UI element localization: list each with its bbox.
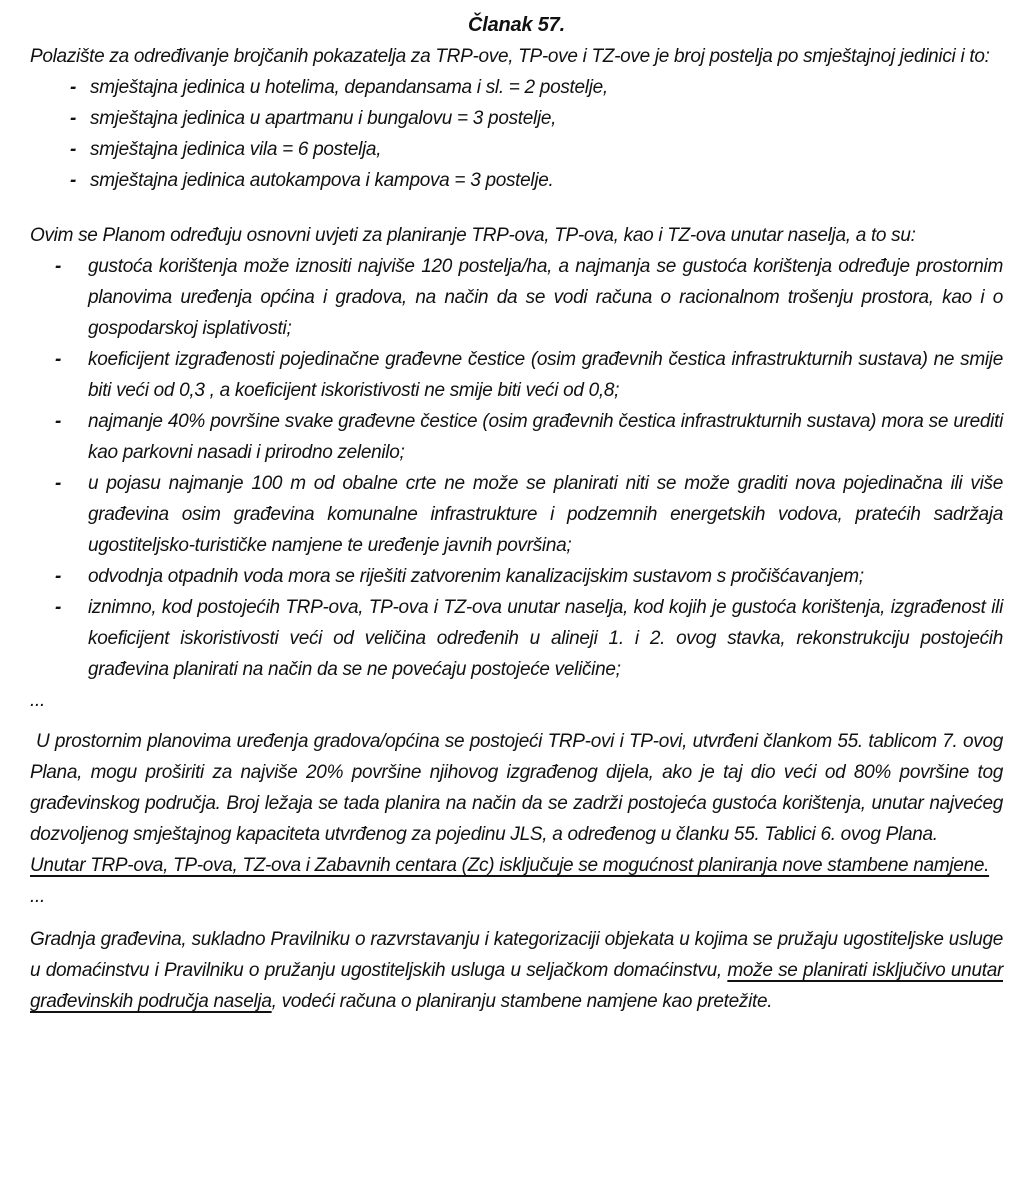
list-item-text: smještajna jedinica autokampova i kampova = 3 postelje. (90, 170, 554, 191)
list-item (30, 165, 1003, 196)
planning-conditions-list (30, 251, 1003, 685)
dash-marker: - (55, 411, 62, 432)
underlined-phrase: može se planirati isključivo unutar građevinskih područja naselja (30, 960, 1003, 1012)
list-item (30, 561, 1003, 592)
construction-paragraph (30, 924, 1003, 1017)
list-item (30, 406, 1003, 468)
list-item (30, 251, 1003, 344)
dash-marker: - (70, 170, 77, 191)
exclusion-paragraph (30, 850, 1003, 881)
list-item-text: koeficijent izgrađenosti pojedinačne građevne čestice (osim građevnih čestica infrastrukturnih sustava) ne smije biti veći od 0,3 , a koeficijent iskoristivosti ne smije biti veći od 0,8; (88, 349, 1003, 401)
dash-marker: - (55, 256, 62, 277)
dash-marker: - (70, 77, 77, 98)
list-item-text: u pojasu najmanje 100 m od obalne crte ne može se planirati niti se može graditi nova pojedinačna ili više građevina osim građevina komunalne infrastrukture i podzemnih energetskih vodova, pratećih sadržaja ugostiteljsko-turističke namjene te uređenje javnih površina; (88, 473, 1003, 556)
list-item (30, 592, 1003, 685)
plan-conditions-paragraph: Ovim se Planom određuju osnovni uvjeti za planiranje TRP-ova, TP-ova, kao i TZ-ova unutar naselja, a to su: (30, 225, 916, 246)
list-item-text: smještajna jedinica vila = 6 postelja, (90, 139, 382, 160)
list-item (30, 103, 1003, 134)
list-item (30, 468, 1003, 561)
list-item-text: gustoća korištenja može iznositi najviše 120 postelja/ha, a najmanja se gustoća korištenja određuje prostornim planovima uređenja općina i gradova, na način da se vodi računa o racionalnom trošenju prostora, kao i o gospodarskoj isplativosti; (88, 256, 1003, 339)
underlined-sentence: Unutar TRP-ova, TP-ova, TZ-ova i Zabavnih centara (Zc) isključuje se mogućnost planiranja nove stambene namjene. (30, 855, 990, 876)
dash-marker: - (55, 566, 62, 587)
dash-marker: - (55, 349, 62, 370)
dash-marker: - (55, 473, 62, 494)
ellipsis-separator: ... (30, 886, 45, 907)
ellipsis-separator: ... (30, 690, 45, 711)
list-item-text: smještajna jedinica u hotelima, depandansama i sl. = 2 postelje, (90, 77, 608, 98)
paragraph-text: , vodeći računa o planiranju stambene namjene kao pretežite. (271, 991, 773, 1012)
list-item (30, 72, 1003, 103)
dash-marker: - (55, 597, 62, 618)
dash-marker: - (70, 139, 77, 160)
list-item (30, 134, 1003, 165)
paragraph-text: Gradnja građevina, sukladno Pravilniku o razvrstavanju i kategorizaciji objekata u kojima se pružaju ugostiteljske usluge u domaćinstvu i Pravilniku o pružanju ugostiteljskih usluga u seljačkom domaćinstvu, (30, 929, 1003, 981)
article-title: Članak 57. (468, 14, 565, 36)
list-item-text: najmanje 40% površine svake građevne čestice (osim građevnih čestica infrastrukturnih sustava) mora se urediti kao parkovni nasadi i prirodno zelenilo; (88, 411, 1003, 463)
list-item-text: odvodnja otpadnih voda mora se riješiti zatvorenim kanalizacijskim sustavom s pročišćavanjem; (88, 566, 864, 587)
expansion-paragraph: U prostornim planovima uređenja gradova/općina se postojeći TRP-ovi i TP-ovi, utvrđeni člankom 55. tablicom 7. ovog Plana, mogu proširiti za najviše 20% površine njihovog izgrađenog dijela, ako je taj dio veći od 80% površine tog građevinskog područja. Broj ležaja se tada planira na način da se zadrži postojeća gustoća korištenja, unutar najvećeg dozvoljenog smještajnog kapaciteta utvrđenog za pojedinu JLS, a određenog u članku 55. Tablici 6. ovog Plana. (30, 731, 1003, 845)
list-item-text: smještajna jedinica u apartmanu i bungalovu = 3 postelje, (90, 108, 557, 129)
bed-count-list (30, 72, 1003, 196)
list-item (30, 344, 1003, 406)
list-item-text: iznimno, kod postojećih TRP-ova, TP-ova i TZ-ova unutar naselja, kod kojih je gustoća korištenja, izgrađenost ili koeficijent iskoristivosti veći od veličina određenih u alineji 1. i 2. ovog stavka, rekonstrukciju postojećih građevina planirati na način da se ne povećaju postojeće veličine; (88, 597, 1003, 680)
intro-paragraph: Polazište za određivanje brojčanih pokazatelja za TRP-ove, TP-ove i TZ-ove je broj postelja po smještajnoj jedinici i to: (30, 46, 990, 67)
dash-marker: - (70, 108, 77, 129)
